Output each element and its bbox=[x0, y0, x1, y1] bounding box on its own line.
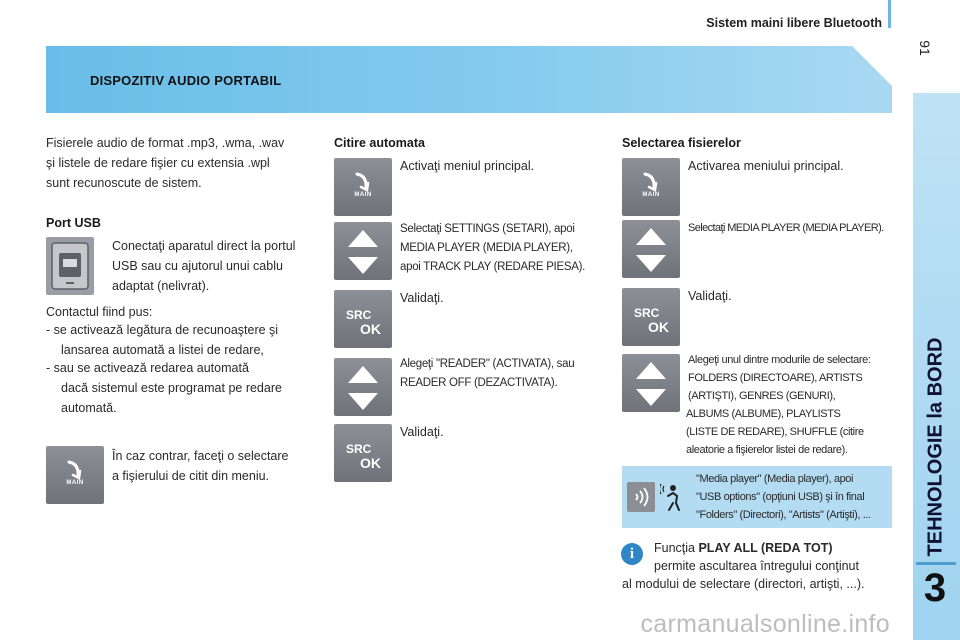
right-step-4-line: ALBUMS (ALBUME), PLAYLISTS bbox=[686, 408, 841, 420]
usb-port-icon bbox=[46, 237, 94, 295]
info-line-2: permite ascultarea întregului conţinut bbox=[654, 559, 859, 573]
bullet-line: - se activează legătura de recunoaştere şi bbox=[46, 323, 279, 337]
bullet-autoplay-list bbox=[46, 320, 278, 360]
mid-step-1: Activaţi meniul principal. bbox=[400, 159, 535, 173]
info-icon: i bbox=[621, 543, 643, 565]
up-down-arrows-icon bbox=[622, 220, 680, 278]
chapter-title bbox=[918, 332, 954, 562]
bullet-autoplay bbox=[46, 358, 282, 418]
voice-command-text bbox=[696, 470, 871, 524]
bullet-line: automată. bbox=[61, 401, 117, 415]
right-step-4-line: aleatorie a fişierelor listei de redare). bbox=[686, 444, 848, 456]
header-divider bbox=[888, 0, 891, 28]
running-header: Sistem maini libere Bluetooth bbox=[706, 16, 882, 30]
mid-step-4-line: READER OFF (DEZACTIVATA). bbox=[400, 377, 558, 389]
right-step-4 bbox=[688, 351, 871, 405]
file-selection-heading: Selectarea fisierelor bbox=[622, 136, 741, 150]
voice-command-icon bbox=[627, 482, 655, 512]
otherwise-line: În caz contrar, faceţi o selectare bbox=[112, 449, 289, 463]
bullet-line: - sau se activează redarea automată bbox=[46, 361, 249, 375]
info-line-1 bbox=[654, 538, 833, 558]
info-line-3: al modului de selectare (directori, artişti, ...). bbox=[622, 577, 865, 591]
intro-line: sunt recunoscute de sistem. bbox=[46, 176, 202, 190]
up-down-arrows-icon bbox=[334, 358, 392, 416]
main-label: MAIN bbox=[354, 192, 372, 198]
otherwise-line: a fişierului de citit din meniu. bbox=[112, 469, 270, 483]
voice-line: "Folders" (Directori), "Artists" (Artişti), ... bbox=[696, 509, 871, 521]
right-step-1: Activarea meniului principal. bbox=[688, 159, 844, 173]
src-label: SRC bbox=[346, 308, 372, 322]
intro-text bbox=[46, 133, 284, 193]
mid-step-2-line: apoi TRACK PLAY (REDARE PIESA). bbox=[400, 261, 585, 273]
voice-line: "Media player" (Media player), apoi bbox=[696, 473, 854, 485]
up-down-arrows-icon bbox=[622, 354, 680, 412]
intro-line: Fisierele audio de format .mp3, .wma, .wav bbox=[46, 136, 285, 150]
main-label: MAIN bbox=[66, 480, 84, 486]
watermark: carmanualsonline.info bbox=[640, 610, 890, 638]
otherwise-text bbox=[112, 446, 288, 486]
src-ok-button-icon bbox=[622, 288, 680, 346]
chapter-divider bbox=[916, 562, 956, 565]
chapter-title-text: TEHNOLOGIE la BORD bbox=[924, 337, 947, 557]
right-step-2: Selectaţi MEDIA PLAYER (MEDIA PLAYER). bbox=[688, 222, 884, 234]
right-step-4-line: FOLDERS (DIRECTOARE), ARTISTS bbox=[688, 372, 863, 384]
up-down-arrows-icon bbox=[334, 222, 392, 280]
src-label: SRC bbox=[634, 306, 660, 320]
usb-line: adaptat (nelivrat). bbox=[112, 279, 210, 293]
main-button-icon bbox=[622, 158, 680, 216]
usb-line: USB sau cu ajutorul unui cablu bbox=[112, 259, 283, 273]
right-step-4-line: (LISTE DE REDARE), SHUFFLE (citire bbox=[686, 426, 864, 438]
src-label: SRC bbox=[346, 442, 372, 456]
mid-step-4 bbox=[400, 355, 574, 393]
info-prefix: Funcţia bbox=[654, 541, 699, 555]
main-button-icon bbox=[334, 158, 392, 216]
mid-step-2-line: Selectaţi SETTINGS (SETARI), apoi bbox=[400, 223, 575, 235]
ok-label: OK bbox=[360, 455, 381, 471]
mid-step-2 bbox=[400, 220, 585, 277]
chapter-number: 3 bbox=[923, 566, 947, 610]
bullet-line: dacă sistemul este programat pe redare bbox=[61, 381, 282, 395]
src-ok-button-icon bbox=[334, 290, 392, 348]
speaking-person-icon bbox=[660, 482, 686, 512]
right-step-4-cont bbox=[686, 405, 864, 459]
ok-label: OK bbox=[360, 321, 381, 337]
usb-line: Conectaţi aparatul direct la portul bbox=[112, 239, 296, 253]
page-number: 91 bbox=[917, 40, 933, 56]
main-label: MAIN bbox=[642, 192, 660, 198]
bullet-line: lansarea automată a listei de redare, bbox=[61, 343, 264, 357]
mid-step-5: Validaţi. bbox=[400, 425, 444, 439]
mid-step-2-line: MEDIA PLAYER (MEDIA PLAYER), bbox=[400, 242, 573, 254]
right-step-4-line: (ARTIŞTI), GENRES (GENURI), bbox=[688, 390, 836, 402]
main-button-icon bbox=[46, 446, 104, 504]
mid-step-3: Validaţi. bbox=[400, 291, 444, 305]
intro-line: şi listele de redare fişier cu extensia .wpl bbox=[46, 156, 270, 170]
right-step-3: Validaţi. bbox=[688, 289, 732, 303]
usb-heading: Port USB bbox=[46, 216, 101, 230]
contact-intro: Contactul fiind pus: bbox=[46, 305, 153, 319]
info-function-name: PLAY ALL (REDA TOT) bbox=[698, 541, 833, 555]
usb-text bbox=[112, 236, 295, 296]
auto-play-heading: Citire automata bbox=[334, 136, 425, 150]
right-step-4-line: Alegeţi unul dintre modurile de selectare: bbox=[688, 354, 871, 366]
voice-line: "USB options" (opţiuni USB) şi în final bbox=[696, 491, 865, 503]
mid-step-4-line: Alegeţi "READER" (ACTIVATA), sau bbox=[400, 358, 575, 370]
section-title: DISPOZITIV AUDIO PORTABIL bbox=[90, 73, 282, 88]
ok-label: OK bbox=[648, 319, 669, 335]
src-ok-button-icon bbox=[334, 424, 392, 482]
